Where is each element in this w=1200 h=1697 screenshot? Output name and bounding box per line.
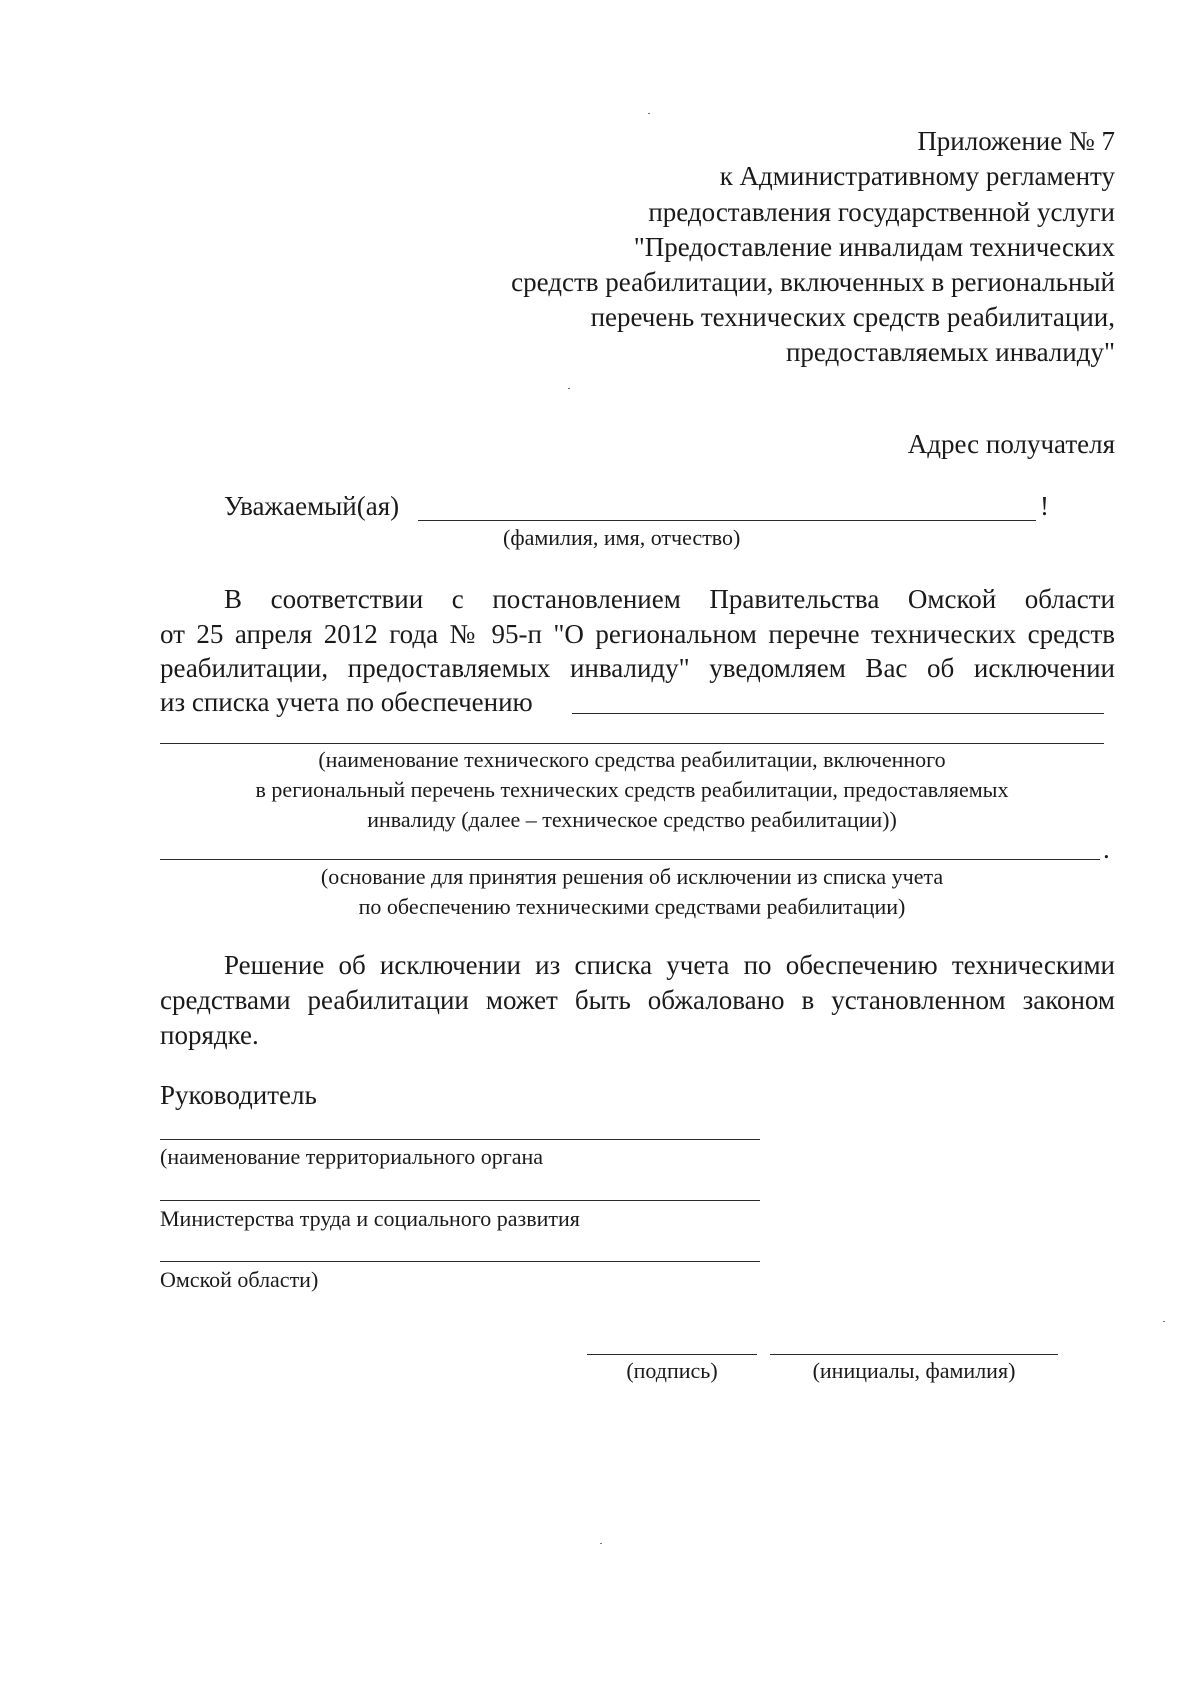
initials-caption: (инициалы, фамилия) <box>812 1358 1016 1383</box>
recipient-name-caption: (фамилия, имя, отчество) <box>503 525 741 550</box>
signature-caption: (подпись) <box>626 1358 718 1383</box>
paragraph1-line-3: реабилитации, предоставляемых инвалиду" уведомляем Вас об исключении <box>160 653 1115 683</box>
header-line-7: предоставляемых инвалиду" <box>785 337 1115 367</box>
scan-speck <box>648 113 650 114</box>
recipient-address: Адрес получателя <box>907 429 1115 459</box>
device-caption-line-1: (наименование технического средства реабилитации, включенного <box>318 747 946 772</box>
salutation-exclamation: ! <box>1040 491 1049 521</box>
header-line-4: "Предоставление инвалидам технических <box>633 232 1115 262</box>
basis-caption-line-2: по обеспечению техническими средствами реабилитации) <box>358 894 906 919</box>
header-line-6: перечень технических средств реабилитации, <box>590 302 1115 332</box>
org-line-3 <box>160 1261 760 1262</box>
paragraph2-line-1: Решение об исключении из списка учета по обеспечению техническими <box>224 950 1115 980</box>
basis-line-period: . <box>1103 834 1110 864</box>
scan-speck <box>600 1543 602 1544</box>
org-caption-line-2: Министерства труда и социального развития <box>160 1206 580 1231</box>
org-line-1 <box>160 1139 760 1140</box>
org-caption-line-1: (наименование территориального органа <box>160 1144 544 1169</box>
device-caption-line-3: инвалиду (далее – техническое средство реабилитации)) <box>367 807 897 832</box>
basis-caption-line-1: (основание для принятия решения об исключении из списка учета <box>320 864 944 889</box>
paragraph1-line-1: В соответствии с постановлением Правительства Омской области <box>224 584 1115 614</box>
device-name-line-2 <box>160 743 1104 744</box>
paragraph2-line-2: средствами реабилитации может быть обжаловано в установленном законом <box>160 985 1115 1015</box>
recipient-name-line <box>418 520 1036 521</box>
initials-line <box>770 1354 1058 1355</box>
device-name-line-1 <box>572 713 1104 714</box>
paragraph2-line-3: порядке. <box>160 1020 259 1050</box>
header-line-1: Приложение № 7 <box>917 126 1115 156</box>
header-line-3: предоставления государственной услуги <box>648 197 1115 227</box>
paragraph1-line-2: от 25 апреля 2012 года № 95-п "О региональном перечне технических средств <box>160 619 1115 649</box>
signature-line <box>587 1354 757 1355</box>
scan-speck <box>568 388 570 389</box>
salutation-label: Уважаемый(ая) <box>224 491 400 521</box>
header-line-2: к Административному регламенту <box>719 161 1115 191</box>
basis-line <box>160 859 1100 860</box>
org-line-2 <box>160 1200 760 1201</box>
paragraph1-line-4: из списка учета по обеспечению <box>160 687 533 717</box>
scan-speck <box>1163 1321 1165 1322</box>
signatory-title: Руководитель <box>160 1080 317 1110</box>
header-line-5: средств реабилитации, включенных в региональный <box>511 267 1115 297</box>
device-caption-line-2: в региональный перечень технических средств реабилитации, предоставляемых <box>255 777 1009 802</box>
org-caption-line-3: Омской области) <box>160 1267 319 1292</box>
